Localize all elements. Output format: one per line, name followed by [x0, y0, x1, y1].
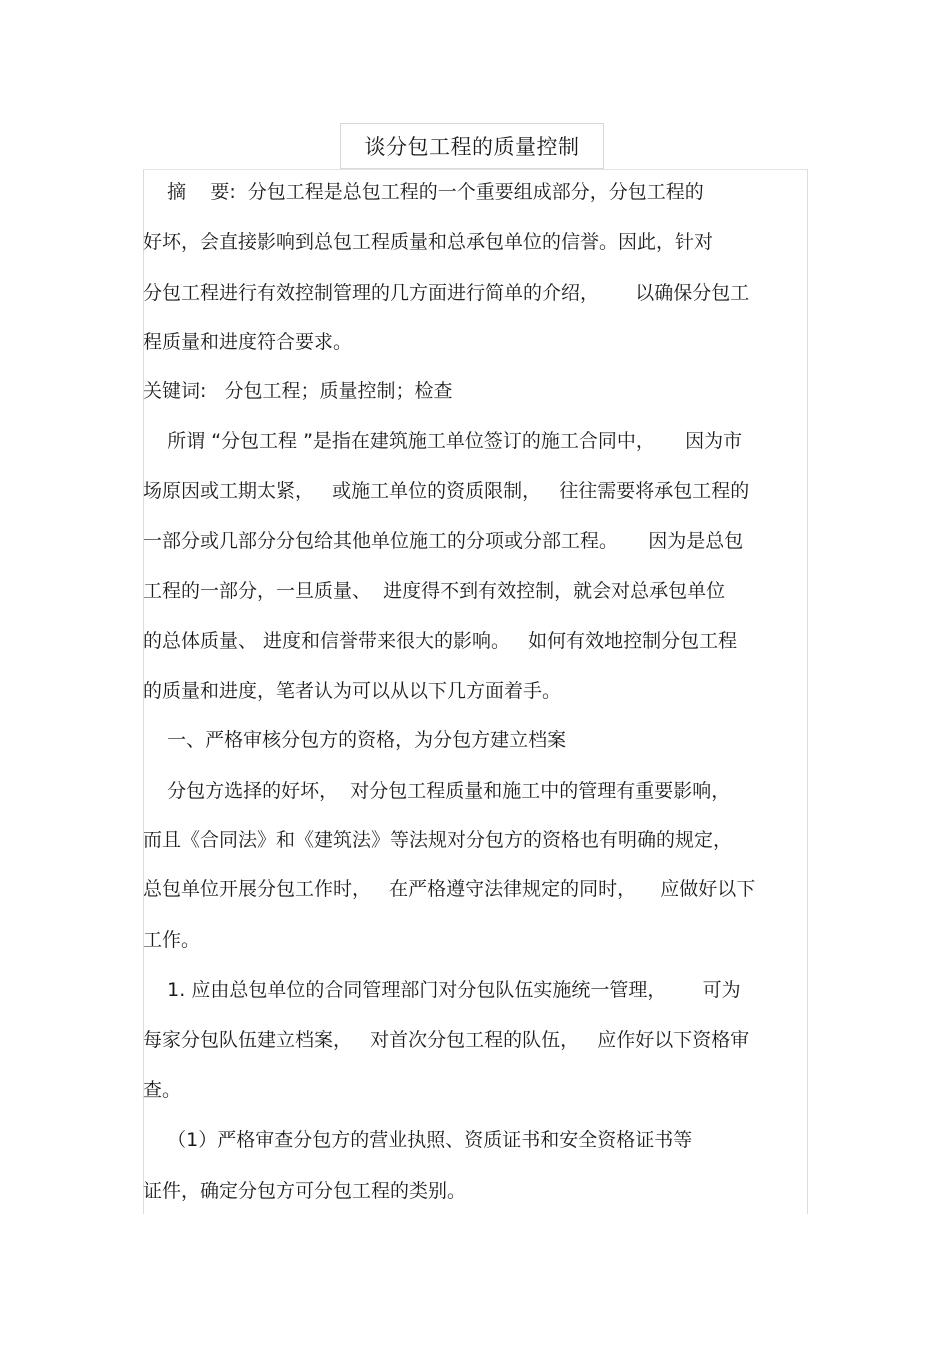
text-line: 一部分或几部分分包给其他单位施工的分项或分部工程。 因为是总包 — [143, 530, 744, 552]
text-line: 程质量和进度符合要求。 — [143, 331, 353, 353]
text-line: 所谓 “分包工程 ”是指在建筑施工单位签订的施工合同中， 因为市 — [143, 430, 743, 452]
text-line: 每家分包队伍建立档案， 对首次分包工程的队伍， 应作好以下资格审 — [143, 1029, 750, 1051]
section-heading: 一、严格审核分包方的资格，为分包方建立档案 — [143, 729, 567, 751]
text-line: 而且《合同法》和《建筑法》等法规对分包方的资格也有明确的规定， — [143, 829, 733, 851]
text-line: 摘 要: 分包工程是总包工程的一个重要组成部分，分包工程的 — [143, 181, 704, 203]
text-line: 1. 应由总包单位的合同管理部门对分包队伍实施统一管理， 可为 — [143, 979, 741, 1001]
text-line: 证件，确定分包方可分包工程的类别。 — [143, 1180, 467, 1202]
text-line: 关键词: 分包工程；质量控制；检查 — [143, 380, 453, 402]
document-title: 谈分包工程的质量控制 — [340, 123, 604, 169]
text-line: 好坏，会直接影响到总包工程质量和总承包单位的信誉。因此，针对 — [143, 231, 714, 253]
text-line: 场原因或工期太紧， 或施工单位的资质限制， 往往需要将承包工程的 — [143, 480, 750, 502]
text-line: 的质量和进度，笔者认为可以从以下几方面着手。 — [143, 680, 562, 702]
text-line: 分包方选择的好坏， 对分包工程质量和施工中的管理有重要影响， — [143, 780, 731, 802]
text-line: 工作。 — [143, 929, 201, 951]
text-line: 总包单位开展分包工作时， 在严格遵守法律规定的同时， 应做好以下 — [143, 878, 756, 900]
text-line: 工程的一部分，一旦质量、 进度得不到有效控制，就会对总承包单位 — [143, 580, 726, 602]
text-line: 的总体质量、 进度和信誉带来很大的影响。 如何有效地控制分包工程 — [143, 630, 738, 652]
text-line: （1）严格审查分包方的营业执照、资质证书和安全资格证书等 — [143, 1129, 693, 1151]
text-line: 分包工程进行有效控制管理的几方面进行简单的介绍， 以确保分包工 — [143, 282, 750, 304]
text-line: 查。 — [143, 1079, 182, 1101]
